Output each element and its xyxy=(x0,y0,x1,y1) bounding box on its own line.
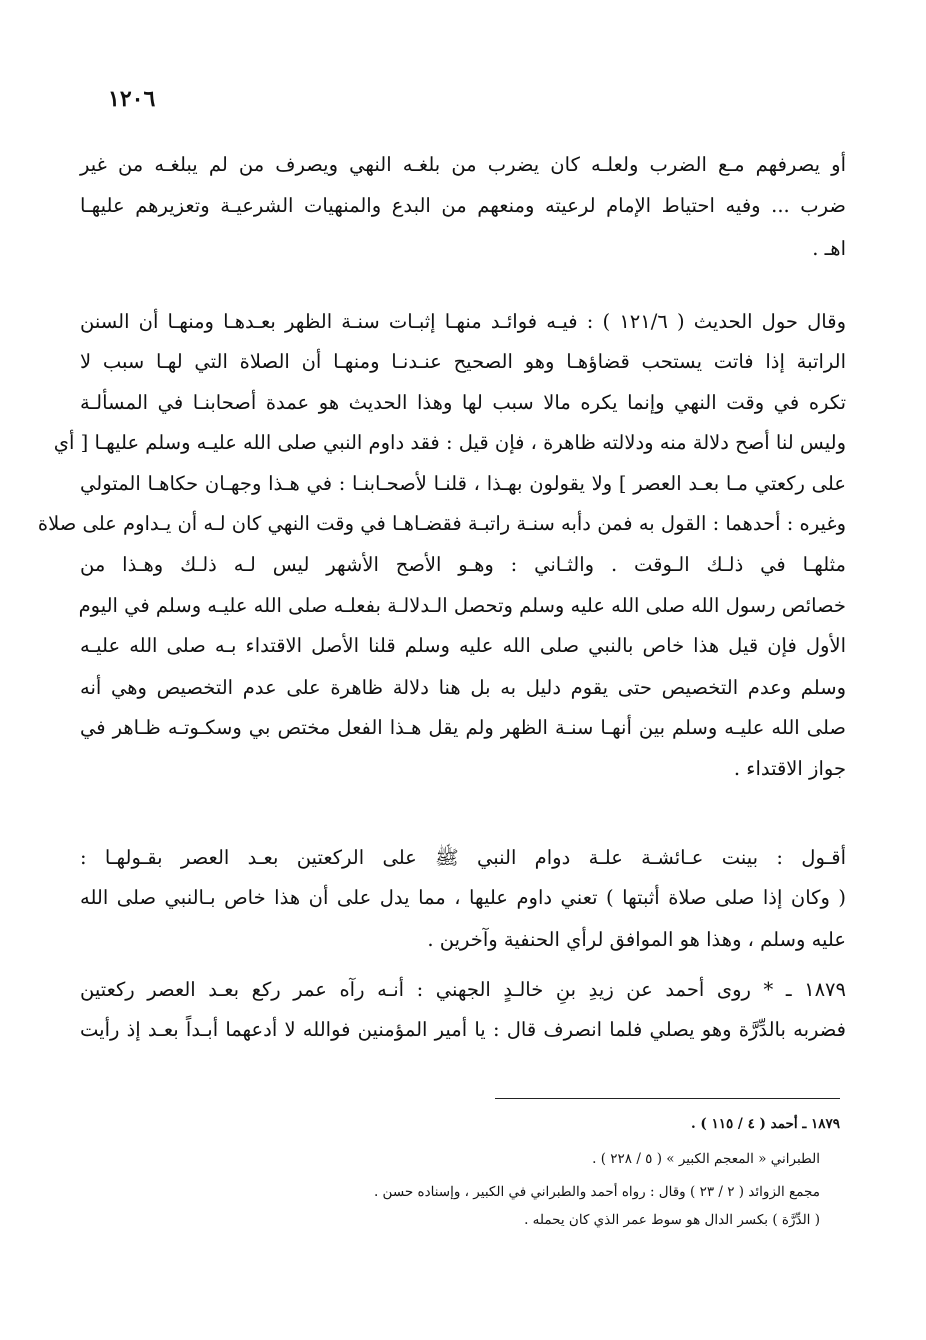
text-line: عليه وسلم ، وهذا هو الموافق لرأي الحنفية وآخرين . xyxy=(427,928,846,951)
footnote: ( الدِّرَّة ) بكسر الدال هو سوط عمر الذي كان يحمله . xyxy=(524,1212,820,1228)
text-line: اهـ . xyxy=(812,237,846,260)
text-line: مثلهـا في ذلـك الـوقت . والثـاني : وهـو الأصح الأشهر ليس لـه ذلـك وهـذا من xyxy=(80,553,846,576)
text-line: الراتبة إذا فاتت يستحب قضاؤهـا وهو الصحيح عنـدنـا ومنهـا أن الصلاة التي لهـا سبب لا xyxy=(80,350,846,373)
text-line: ضرب ... وفيه احتياط الإمام لرعيته ومنعهم من البدع والمنهيات الشرعيـة وتعزيرهم عليهـا xyxy=(80,194,846,217)
footnote: ١٨٧٩ ـ أحمد ( ٤ / ١١٥ ) . xyxy=(690,1116,840,1132)
footnote: الطبراني « المعجم الكبير » ( ٥ / ٢٢٨ ) . xyxy=(592,1151,820,1167)
text-line: خصائص رسول الله صلى الله عليه وسلم وتحصل الـدلالـة بفعلـه صلى الله عليـه وسلم في اليوم xyxy=(78,594,846,617)
hadith-line: فضربه بالدِّرَّة وهو يصلي فلما انصرف قال : يا أمير المؤمنين فوالله لا أدعهما أبـداً بعـد إذ رأيت xyxy=(80,1018,846,1041)
footnote: مجمع الزوائد ( ٢ / ٢٣ ) وقال : رواه أحمد والطبراني في الكبير ، وإسناده حسن . xyxy=(373,1184,820,1200)
text-line: صلى الله عليـه وسلم بين أنهـا سنـة الظهر ولم يقل هـذا الفعل مختص بي وسكـوتـه ظـاهر في xyxy=(80,716,846,739)
text-line: الأول فإن قيل هذا خاص بالنبي صلى الله عليه وسلم قلنا الأصل الاقتداء بـه صلى الله عليـه xyxy=(80,634,846,657)
page-number: ١٢٠٦ xyxy=(108,86,156,112)
hadith-line: ١٨٧٩ ـ * روى أحمد عن زيدِ بنِ خالـدٍ الجهني : أنـه رآه عمر ركع بعـد العصر ركعتين xyxy=(80,978,846,1001)
text-line: أو يصرفهم مـع الضرب ولعلـه كان يضرب من بلغـه النهي ويصرف من لم يبلغـه من غير xyxy=(80,153,846,176)
text-line: تكره في وقت النهي وإنما يكره مالا سبب لها وهذا الحديث هو عمدة أصحابنـا في المسألـة xyxy=(80,391,846,414)
text-line: وليس لنا أصح دلالة منه ودلالته ظاهرة ، فإن قيل : فقد داوم النبي صلى الله عليـه وسلم عليهـا [ أي xyxy=(53,431,846,454)
text-line: جواز الاقتداء . xyxy=(733,757,846,780)
text-line: وسلم وعدم التخصيص حتى يقوم دليل به بل هنا دلالة ظاهرة على عدم التخصيص وهي أنه xyxy=(80,676,846,699)
text-line: وقال حول الحديث ( ١٢١/٦ ) : فيـه فوائـد منهـا إثبـات سنـة الظهر بعـدهـا ومنهـا أن السنن xyxy=(80,310,846,333)
text-line: على ركعتي مـا بعـد العصر ] ولا يقولون بهـذا ، قلنـا لأصحـابنـا : في هـذا وجهـان حكاهـا المتولي xyxy=(80,472,846,495)
text-line: وغيره : أحدهما : القول به فمن دأبه سنـة راتبـة فقضـاهـا في وقت النهي كان لـه أن يـداوم على صلاة xyxy=(37,512,846,535)
text-line: ( وكان إذا صلى صلاة أثبتها ) تعني داوم عليها ، مما يدل على أن هذا خاص بـالنبي صلى الله xyxy=(80,886,847,909)
footnote-divider xyxy=(495,1098,840,1099)
text-line: أقـول : بينت عـائشـة علـة دوام النبي ﷺ على الركعتين بعـد العصر بقـولهـا : xyxy=(80,846,846,869)
